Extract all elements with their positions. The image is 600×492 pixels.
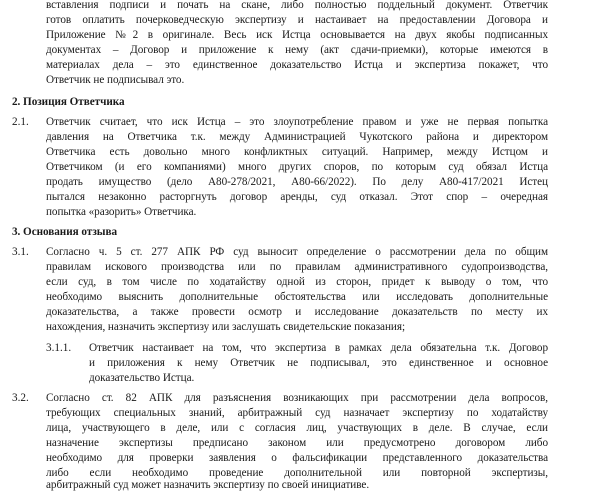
paragraph-line: попытка «разорить» Ответчика. bbox=[46, 206, 197, 218]
paragraph-line: вставления подписи и почать на скане, либо полностью поддельный документ. Ответчик bbox=[46, 0, 548, 11]
paragraph-line: документах – Договор и приложение к нему (акт сдачи-приемки), которые имеются в bbox=[46, 44, 548, 56]
paragraph-line: доказательства, а также провести осмотр и исследование доказательств по месту их bbox=[46, 306, 548, 318]
paragraph-line: Ответчика есть довольно много конфликтных ситуаций. Например, между Истцом и bbox=[46, 146, 548, 158]
paragraph-line: назначение экспертизы предписано законом или предусмотрено договором либо bbox=[46, 437, 548, 449]
paragraph-line: лица, участвующего в деле, или с согласия лиц, участвующих в деле. В случае, если bbox=[46, 422, 548, 434]
paragraph-line: пытался незаконно расторгнуть договор аренды, суд отказал. Этот спор – очередная bbox=[46, 191, 548, 203]
item-number: 3.2. bbox=[12, 392, 29, 404]
paragraph-line: арбитражный суд может назначить экспертизу по своей инициативе. bbox=[46, 479, 370, 491]
paragraph-line: готов оплатить почерковедческую экспертизу и настаивает на предоставлении Договора и bbox=[46, 14, 548, 26]
paragraph-line: нахождения, назначить экспертизу или заслушать свидетельские показания; bbox=[46, 321, 406, 333]
paragraph-line: продать имущество (дело А80-278/2021, А80-66/2022). По делу А80-417/2021 Истец bbox=[46, 176, 548, 188]
paragraph-line: Приложение №2 в оригинале. Весь иск Истца основывается на двух якобы подписанных bbox=[46, 29, 548, 41]
paragraph-line: Ответчиком (и его компаниями) много других споров, по которым суд обязал Истца bbox=[46, 161, 548, 173]
paragraph-line: необходимо выяснить дополнительные обстоятельства или исследовать дополнительные bbox=[46, 291, 548, 303]
paragraph-line: требующих специальных знаний, арбитражный суд назначает экспертизу по ходатайству bbox=[46, 407, 548, 419]
paragraph-line: необходимо для проверки заявления о фальсификации представленного доказательства bbox=[46, 452, 548, 464]
paragraph-line: доказательство Истца. bbox=[89, 372, 195, 384]
paragraph-line: Ответчик не подписывал это. bbox=[46, 74, 185, 86]
item-number: 2.1. bbox=[12, 116, 29, 128]
paragraph-line: Согласно ст. 82 АПК для разъяснения возникающих при рассмотрении дела вопросов, bbox=[46, 392, 548, 404]
item-number: 3.1.1. bbox=[46, 342, 72, 354]
paragraph-line: Ответчик считает, что иск Истца – это злоупотребление правом и уже не первая попытка bbox=[46, 116, 548, 128]
section-heading: 2. Позиция Ответчика bbox=[12, 96, 125, 108]
paragraph-line: материалах дела – это единственное доказательство Истца и экспертиза покажет, что bbox=[46, 59, 548, 71]
item-number: 3.1. bbox=[12, 246, 29, 258]
paragraph-line: и приложения к нему Ответчик не подписывал, это единственное и основное bbox=[89, 357, 548, 369]
paragraph-line: если суд, в том числе по ходатайству одной из сторон, придет к выводу о том, что bbox=[46, 276, 548, 288]
paragraph-line: Согласно ч. 5 ст. 277 АПК РФ суд выносит определение о рассмотрении дела по общим bbox=[46, 246, 548, 258]
paragraph-line: давления на Ответчика т.к. между Администрацией Чукотского района и директором bbox=[46, 131, 548, 143]
paragraph-line: либо если необходимо проведение дополнительной или повторной экспертизы, bbox=[46, 467, 548, 479]
section-heading: 3. Основания отзыва bbox=[12, 226, 117, 238]
paragraph-line: Ответчик настаивает на том, что экспертиза в рамках дела обязательна т.к. Договор bbox=[89, 342, 548, 354]
paragraph-line: правилам искового производства или по правилам административного судопроизводства, bbox=[46, 261, 548, 273]
